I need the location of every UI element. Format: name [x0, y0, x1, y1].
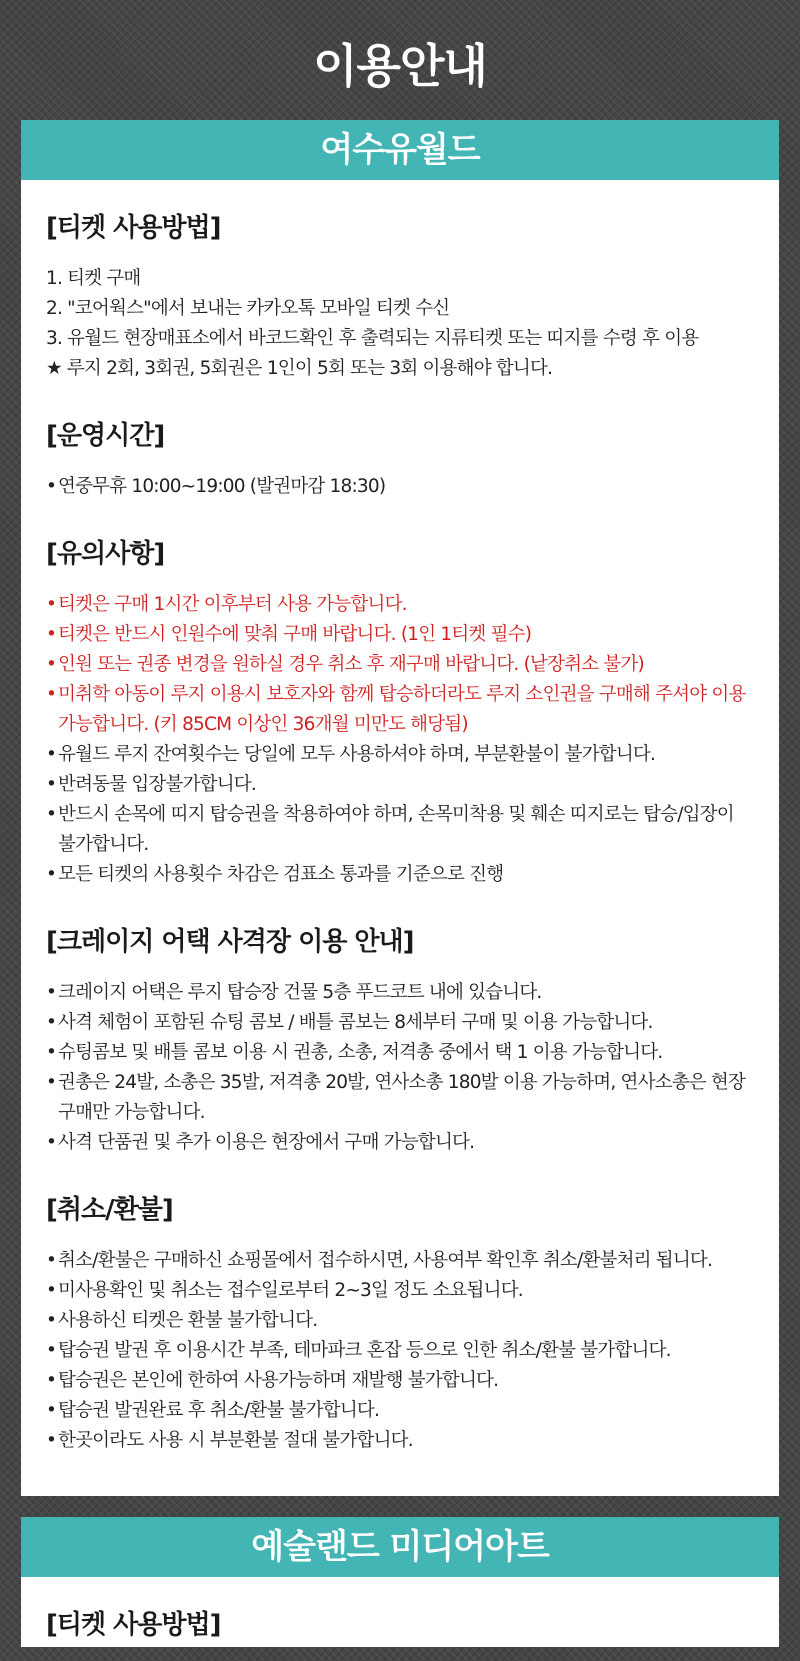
notes-line-highlight: • 티켓은 구매 1시간 이후부터 사용 가능합니다. — [46, 590, 754, 620]
notes-line-highlight: • 인원 또는 권종 변경을 원하실 경우 취소 후 재구매 바랍니다. (낱장취소 불가) — [46, 650, 754, 680]
notes-line: • 반려동물 입장불가합니다. — [46, 770, 754, 800]
hours-line: • 연중무휴 10:00~19:00 (발권마감 18:30) — [46, 472, 754, 502]
notes-title: [유의사항] — [46, 539, 165, 569]
refund-title: [취소/환불] — [46, 1195, 173, 1225]
refund-line: • 사용하신 티켓은 환불 불가합니다. — [46, 1306, 754, 1336]
ticket-usage-title: [티켓 사용방법] — [46, 213, 221, 243]
section-header: 여수유월드 — [21, 120, 779, 180]
shooting-line: • 권총은 24발, 소총은 35발, 저격총 20발, 연사소총 180발 이용 가능하며, 연사소총은 현장 구매만 가능합니다. — [46, 1068, 754, 1128]
refund-line: • 취소/환불은 구매하신 쇼핑몰에서 접수하시면, 사용여부 확인후 취소/환불처리 됩니다. — [46, 1246, 754, 1276]
notes-line: • 유월드 루지 잔여횟수는 당일에 모두 사용하셔야 하며, 부분환불이 불가합니다. — [46, 740, 754, 770]
refund-line: • 한곳이라도 사용 시 부분환불 절대 불가합니다. — [46, 1426, 754, 1456]
ticket-usage-group — [46, 206, 754, 384]
notes-group — [46, 532, 754, 890]
ticket-usage-group — [46, 1603, 754, 1647]
section-yesulland-media-art — [21, 1517, 779, 1647]
refund-line: • 탑승권 발권완료 후 취소/환불 불가합니다. — [46, 1396, 754, 1426]
notes-line-highlight: • 티켓은 반드시 인원수에 맞춰 구매 바랍니다. (1인 1티켓 필수) — [46, 620, 754, 650]
ticket-usage-line: 3. 유월드 현장매표소에서 바코드확인 후 출력되는 지류티켓 또는 띠지를 수령 후 이용 — [46, 328, 699, 349]
notes-line-highlight: • 미취학 아동이 루지 이용시 보호자와 함께 탑승하더라도 루지 소인권을 구매해 주셔야 이용 가능합니다. (키 85CM 이상인 36개월 미만도 해당됨) — [46, 680, 754, 740]
shooting-line: • 사격 체험이 포함된 슈팅 콤보 / 배틀 콤보는 8세부터 구매 및 이용 가능합니다. — [46, 1008, 754, 1038]
refund-group — [46, 1188, 754, 1456]
refund-line: • 미사용확인 및 취소는 접수일로부터 2~3일 정도 소요됩니다. — [46, 1276, 754, 1306]
shooting-line: • 사격 단품권 및 추가 이용은 현장에서 구매 가능합니다. — [46, 1128, 754, 1158]
hours-title: [운영시간] — [46, 421, 165, 451]
shooting-line: • 크레이지 어택은 루지 탑승장 건물 5층 푸드코트 내에 있습니다. — [46, 978, 754, 1008]
ticket-usage-title: [티켓 사용방법] — [46, 1610, 221, 1640]
section-yeosu-uworld — [21, 120, 779, 1496]
ticket-usage-line: 1. 티켓 구매 — [46, 268, 141, 289]
section-body — [21, 180, 779, 1496]
ticket-usage-line: ★ 루지 2회, 3회권, 5회권은 1인이 5회 또는 3회 이용해야 합니다. — [46, 358, 553, 379]
section-body — [21, 1577, 779, 1647]
hours-group — [46, 414, 754, 502]
notes-line: • 모든 티켓의 사용횟수 차감은 검표소 통과를 기준으로 진행 — [46, 860, 754, 890]
page-title: 이용안내 — [313, 39, 487, 93]
ticket-usage-line: 2. "코어웍스"에서 보내는 카카오톡 모바일 티켓 수신 — [46, 298, 450, 319]
section-header: 예술랜드 미디어아트 — [21, 1517, 779, 1577]
shooting-line: • 슈팅콤보 및 배틀 콤보 이용 시 권총, 소총, 저격총 중에서 택 1 이용 가능합니다. — [46, 1038, 754, 1068]
refund-line: • 탑승권은 본인에 한하여 사용가능하며 재발행 불가합니다. — [46, 1366, 754, 1396]
notes-line: • 반드시 손목에 띠지 탑승권을 착용하여야 하며, 손목미착용 및 훼손 띠지로는 탑승/입장이 불가합니다. — [46, 800, 754, 860]
refund-line: • 탑승권 발권 후 이용시간 부족, 테마파크 혼잡 등으로 인한 취소/환불 불가합니다. — [46, 1336, 754, 1366]
shooting-group — [46, 920, 754, 1158]
shooting-title: [크레이지 어택 사격장 이용 안내] — [46, 927, 414, 957]
